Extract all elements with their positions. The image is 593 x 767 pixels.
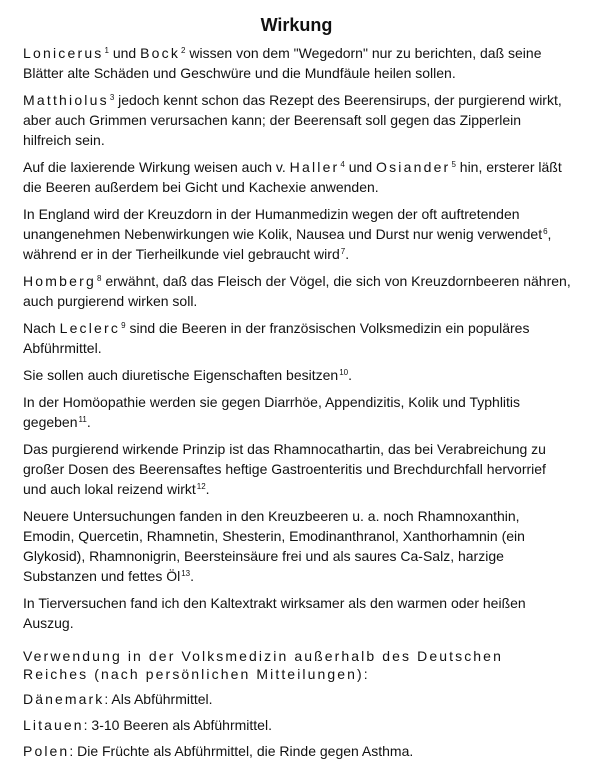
footnote-ref: 13 (181, 569, 191, 578)
paragraph-homberg: Homberg$^8$ erwähnt, daß das Fleisch der Vögel, die sich von Kreuzdornbeeren nähren, auch purgierend wirken soll. (23, 273, 571, 309)
paragraph-haller: Auf die laxierende Wirkung weisen auch v. Haller$^4$ und Osiander$^5$ hin, ersterer läßt die Beeren außerdem bei Gicht und Kachexie anwenden. (23, 159, 562, 195)
footnote-ref: 9 (121, 321, 126, 330)
country-entry-polen: Polen: Die Früchte als Abführmittel, die Rinde gegen Asthma. (23, 743, 414, 759)
paragraph-leclerc: Nach Leclerc$^9$ sind die Beeren in der französischen Volksmedizin ein populäres Abführmittel. (23, 320, 530, 356)
paragraph-animal-tests: In Tierversuchen fand ich den Kaltextrakt wirksamer als den warmen oder heißen Auszug. (23, 595, 526, 631)
author-name: Haller (289, 159, 340, 175)
document-body (23, 43, 573, 767)
footnote-ref: 11 (78, 415, 87, 424)
author-name: Matthiolus (23, 92, 109, 108)
footnote-ref: 5 (451, 160, 456, 169)
paragraph-constituents: Neuere Untersuchungen fanden in den Kreuzbeeren u. a. noch Rhamnoxanthin, Emodin, Quercetin, Rhamnetin, Shesterin, Emodinanthranol, Xanthorhamnin (ein Glykosid), Rhamnonigrin, Beersteinsäure frei und als saures Ca-Salz, harzige Substanzen und fettes $Öl^{13}$. (23, 508, 525, 584)
footnote-ref: 2 (181, 46, 186, 55)
page-title: Wirkung (260, 15, 333, 35)
paragraph-rhamnocathartin: Das purgierend wirkende Prinzip ist das Rhamnocathartin, das bei Verabreichung zu großer Dosen des Beerensaftes heftige Gastroenteritis und Brechdurchfall hervorrief und auch lokal reizend wirkt$^{12}$. (23, 441, 546, 497)
footnote-ref: 8 (96, 274, 102, 283)
author-name: Homberg (23, 273, 96, 289)
author-name: Lonicerus (23, 45, 104, 61)
author-name: Bock (140, 45, 181, 61)
footnote-ref: 3 (109, 93, 115, 102)
footnote-ref: 12 (196, 482, 206, 491)
country-label: Litauen (23, 717, 84, 733)
country-entry-litauen: Litauen: 3-10 Beeren als Abführmittel. (23, 717, 272, 733)
section-heading-folk-medicine: Verwendung in der Volksmedizin außerhalb des Deutschen Reiches (nach persönlichen Mitteilungen): (23, 648, 503, 682)
country-entry-daenemark: Dänemark: Als Abführmittel. (23, 691, 213, 707)
paragraph-england: In England wird der Kreuzdorn in der Humanmedizin wegen der oft auftretenden unangenehmen Nebenwirkungen wie Kolik, Nausea und Durst nur wenig verwendet$^6$, während er in der Tierheilkunde viel gebraucht wird$^7$. (23, 206, 552, 262)
author-name: Leclerc (59, 320, 121, 336)
country-label: Dänemark (23, 691, 105, 707)
country-label: Polen (23, 743, 70, 759)
footnote-ref: 1 (104, 46, 109, 55)
footnote-ref: 7 (340, 247, 346, 256)
paragraph-matthiolus: Matthiolus$^3$ jedoch kennt schon das Rezept des Beerensirups, der purgierend wirkt, aber auch Grimmen verursachen kann; der Beerensaft soll gegen das Zipperlein hilfreich sein. (23, 92, 562, 148)
paragraph-diuretic: Sie sollen auch diuretische Eigenschaften besitzen$^{10}$. (23, 367, 352, 383)
footnote-ref: 6 (543, 227, 548, 236)
author-name: Osiander (376, 159, 451, 175)
footnote-ref: 10 (339, 368, 349, 377)
paragraph-homoeopathy: In der Homöopathie werden sie gegen Diarrhöe, Appendizitis, Kolik und Typhlitis gegeben$^{11}$. (23, 394, 521, 430)
footnote-ref: 4 (340, 160, 345, 169)
paragraph-lonicerus: Lonicerus$^1$ und Bock$^2$ wissen von dem "Wegedorn" nur zu berichten, daß seine Blätter alte Schäden und Geschwüre und die Mundfäule heilen sollen. (23, 45, 542, 81)
